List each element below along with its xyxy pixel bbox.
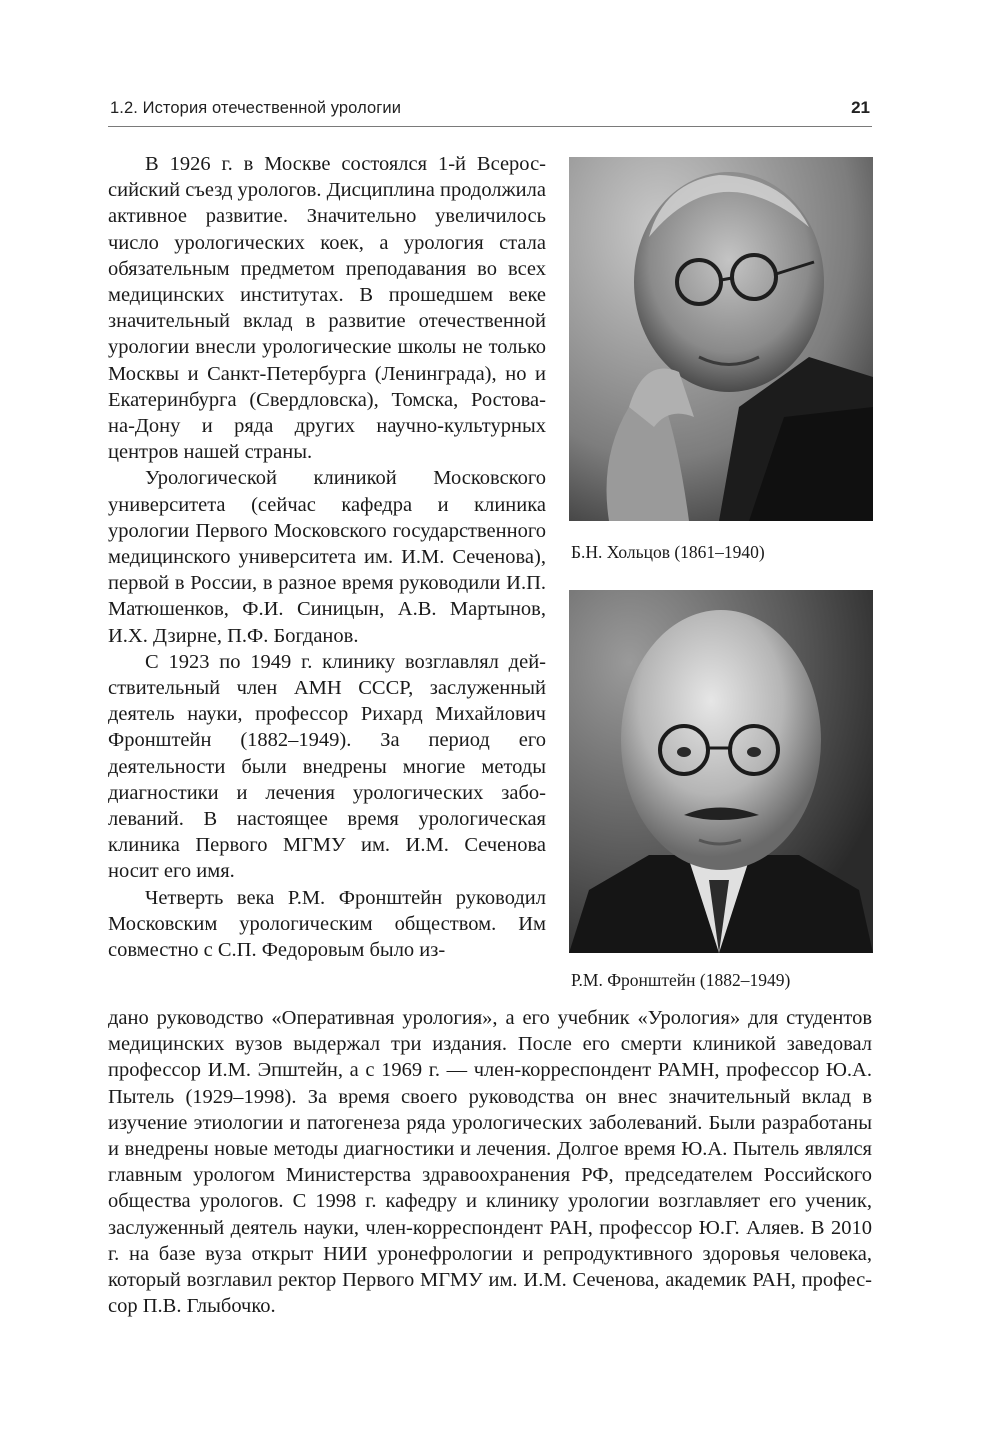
paragraph-4-continuation: дано руководство «Оперативная урология», а его учебник «Урология» для студентов медицинских вузов выдержал три издания. После его смерти клиникой заведовал профессор И.М. Эпштейн, а с 1969 г. — член-корреспондент РАМН, профессор Ю.А. Пытель (1929–1998). За время своего руководства он внес значительный вклад в изучение этиологии и патогенеза ряда урологических заболеваний. Были разработаны и внедрены новые методы диагностики и лечения. Долгое время Ю.А. Пытель являлся главным урологом Министерства здравоохранения РФ, председателем Российского общества урологов. С 1998 г. кафедру и клинику урологии возглавляет его ученик, заслуженный деятель науки, член-корреспондент РАН, профессор Ю.Г. Аляев. В 2010 г. на базе вуза открыт НИИ уронефрологии и репродуктивного здоровья человека, который возглавил ректор Первого МГМУ им. И.М. Сеченова, академик РАН, профессор П.В. Глыбочко. [108,1007,872,1318]
paragraph-1: В 1926 г. в Москве состоялся 1-й Всероссийский съезд урологов. Дисциплина продолжила активное развитие. Значительно увеличилось число урологических коек, а урология стала обязательным предметом преподавания во всех медицинских институтах. В прошедшем веке значительный вклад в развитие отечественной урологии внесли урологические школы не только Москвы и Санкт-Петербурга (Ленинграда), но и Екатеринбурга (Свердловска), Томска, Ростова-на-Дону и ряда других научно-культурных центров нашей страны. [108,153,546,464]
left-text-column [108,151,546,963]
section-title: 1.2. История отечественной урологии [110,99,402,117]
full-width-text-block [108,1005,872,1319]
portrait-photo-fronshtein [569,590,873,953]
figure-caption-2: Р.М. Фронштейн (1882–1949) [571,970,791,990]
paragraph-3: С 1923 по 1949 г. клинику возглавлял действительный член АМН СССР, заслуженный деятель науки, профессор Рихард Михайлович Фронштейн (1882–1949). За период его деятельности были внедрены многие методы диагностики и лечения урологических заболеваний. В настоящее время урологическая клиника Первого МГМУ им. И.М. Сеченова носит его имя. [108,650,546,883]
figure-caption-1: Б.Н. Хольцов (1861–1940) [571,542,765,562]
page-number: 21 [851,98,870,117]
paragraph-2: Урологической клиникой Московского университета (сейчас кафедра и клиника урологии Первого Московского государственного медицинского университета им. И.М. Сеченова), первой в России, в разное время руководили И.П. Матюшенков, Ф.И. Синицын, А.В. Мартынов, И.Х. Дзирне, П.Ф. Богданов. [108,467,546,647]
paragraph-4: Четверть века Р.М. Фронштейн руководил Московским урологическим обществом. Им совместно с С.П. Федоровым было из- [108,886,546,962]
running-header [108,96,872,127]
portrait-photo-holtsov [569,157,873,521]
